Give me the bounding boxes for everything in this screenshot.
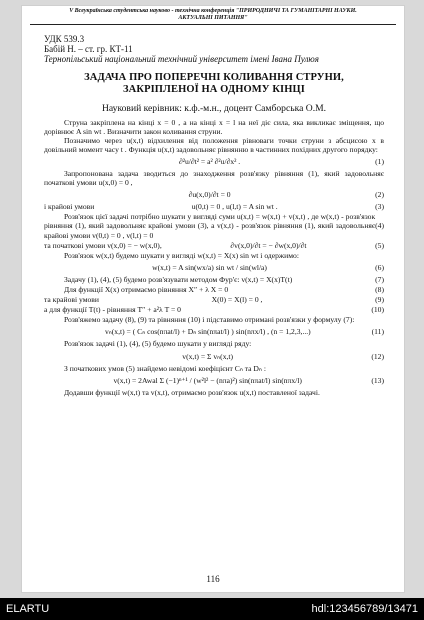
paragraph-11: Розв'яжемо задачу (8), (9) та рівняння (10) і підставимо отримані розв'язки у формулу (7): — [64, 315, 355, 325]
equation-2-row — [44, 190, 384, 199]
equation-6: w(x,t) = A sin(wx/a) sin wt / sin(wl/a) — [152, 262, 267, 272]
equation-13: v(x,t) = 2Awal Σ (−1)ⁿ⁺¹ / (w²l² − (nπa)²) sin(nπat/l) sin(nπx/l) — [113, 375, 302, 385]
equation-1-number: (1) — [375, 156, 384, 166]
equation-2: ∂u(x,0)/∂t = 0 — [188, 190, 231, 200]
equation-3-number: (3) — [375, 202, 384, 212]
paragraph-10: а для функції T(t) - рівняння T″ + a²λ T = 0 — [44, 305, 181, 315]
title-line-2: ЗАКРІПЛЕНОЇ НА ОДНОМУ КІНЦІ — [123, 83, 305, 95]
author-line: Бабій Н. – ст. гр. КТ-11 — [44, 44, 133, 54]
paragraph-13: З початкових умов (5) знайдемо невідомі коефіцієнт Cₙ та Dₙ : — [64, 363, 266, 373]
boundary-conditions-2-label: та крайові умови — [44, 295, 99, 305]
paragraph-7: Задачу (1), (4), (5) будемо розв'язувати методом Фур'є: v(x,t) = X(x)T(t) — [64, 274, 293, 284]
conference-header-line-1: V Всеукраїнська студентська науково - технічна конференція "ПРИРОДНИЧІ ТА ГУМАНІТАРНІ НАУКИ. — [69, 8, 357, 14]
boundary-conditions-label: і крайові умови — [44, 202, 95, 212]
equation-1: ∂²u/∂t² = a² ∂²u/∂x² . — [178, 156, 241, 166]
equation-4-number: (4) — [375, 221, 384, 231]
equation-7-number: (7) — [375, 274, 384, 284]
equation-11-row — [44, 327, 384, 336]
equation-1-row — [44, 157, 384, 166]
title-line-1: ЗАДАЧА ПРО ПОПЕРЕЧНІ КОЛИВАННЯ СТРУНИ, — [84, 71, 344, 83]
handle-id: hdl:123456789/13471 — [311, 603, 418, 615]
equation-9-number: (9) — [375, 295, 384, 305]
paragraph-6: Розв'язок w(x,t) будемо шукати у вигляді w(x,t) = X(x) sin wt і одержимо: — [64, 250, 299, 260]
equation-8-number: (8) — [375, 285, 384, 294]
article-content — [44, 34, 384, 397]
supervisor-line: Науковий керівник: к.ф.-м.н., доцент Самборська О.М. — [101, 102, 327, 114]
equation-3-row — [44, 202, 384, 211]
article-title — [44, 72, 384, 96]
affiliation: Тернопільський національний технічний університет імені Івана Пулюя — [44, 54, 319, 64]
paragraph-7-row — [44, 275, 384, 284]
repository-name: ELARTU — [6, 603, 50, 615]
paragraph-12: Розв'язок задачі (1), (4), (5) будемо шукати у вигляді ряду: — [64, 339, 252, 349]
conference-header — [30, 8, 396, 25]
equation-11: vₙ(x,t) = ( Cₙ cos(nπat/l) + Dₙ sin(nπat/l) ) sin(nπx/l) , (n = 1,2,3,...) — [104, 327, 311, 337]
paragraph-5: та початкові умови v(x,0) = − w(x,0), — [44, 240, 162, 250]
equation-2-number: (2) — [375, 190, 384, 200]
equation-9: X(0) = X(l) = 0 , — [211, 295, 263, 305]
udc-code: УДК 539.3 — [44, 34, 85, 44]
equation-13-number: (13) — [371, 375, 384, 385]
paragraph-4: Розв'язок цієї задачі потрібно шукати у вигляді суми u(x,t) = w(x,t) + v(x,t) , де w(x,t) - розв'язок рівняння (1), який задовольняє крайові умови (3), а v(x,t) - розв'язок рівняння (1), який задовольняє крайові умови v(0,t) = 0 , v(l,t) = 0 — [44, 212, 376, 240]
equation-9-row — [44, 295, 384, 304]
paragraph-3: Запропонована задача зводиться до знаходження розв'язку рівняння (1), який задовольняє початкові умови u(x,0) = 0 , — [44, 168, 384, 188]
equation-3: u(0,t) = 0 , u(l,t) = A sin wt . — [191, 202, 278, 212]
paragraph-2: Позначимо через u(x,t) відхилення від положення рівноваги точки струни з абсцисою x в довільний момент часу t . Функція u(x,t) задовольняє рівнянню в частинних похідних другого порядку: — [44, 135, 384, 154]
page-number: 116 — [206, 574, 220, 584]
repository-footer — [0, 598, 424, 620]
paragraph-8: Для функції X(x) отримаємо рівняння X″ + λ X = 0 — [64, 285, 229, 294]
conference-header-line-2: АКТУАЛЬНІ ПИТАННЯ" — [178, 15, 248, 21]
equation-10-number: (10) — [371, 305, 384, 315]
equation-5-row — [44, 241, 384, 250]
equation-6-number: (6) — [375, 262, 384, 272]
paragraph-8-row — [44, 285, 384, 294]
paragraph-4-row — [44, 212, 384, 239]
equation-12-number: (12) — [371, 351, 384, 361]
paper-page — [22, 6, 404, 592]
paragraph-1: Струна закріплена на кінці x = 0 , а на кінці x = l на неї діє сила, яка викликає зміщення, що дорівнює A sin wt . Визначити закон коливання струни. — [44, 117, 384, 136]
equation-5-number: (5) — [375, 240, 384, 250]
equation-5: ∂v(x,0)/∂t = − ∂w(x,0)/∂t — [230, 240, 307, 250]
equation-13-row — [44, 376, 384, 385]
equation-12: v(x,t) = Σ vₙ(x,t) — [182, 351, 234, 361]
equation-6-row — [44, 263, 384, 272]
paragraph-10-row — [44, 305, 384, 314]
equation-12-row — [44, 352, 384, 361]
paragraph-14: Додавши функції w(x,t) та v(x,t), отримаємо розв'язок u(x,t) поставленої задачі. — [64, 387, 320, 397]
equation-11-number: (11) — [371, 327, 384, 337]
